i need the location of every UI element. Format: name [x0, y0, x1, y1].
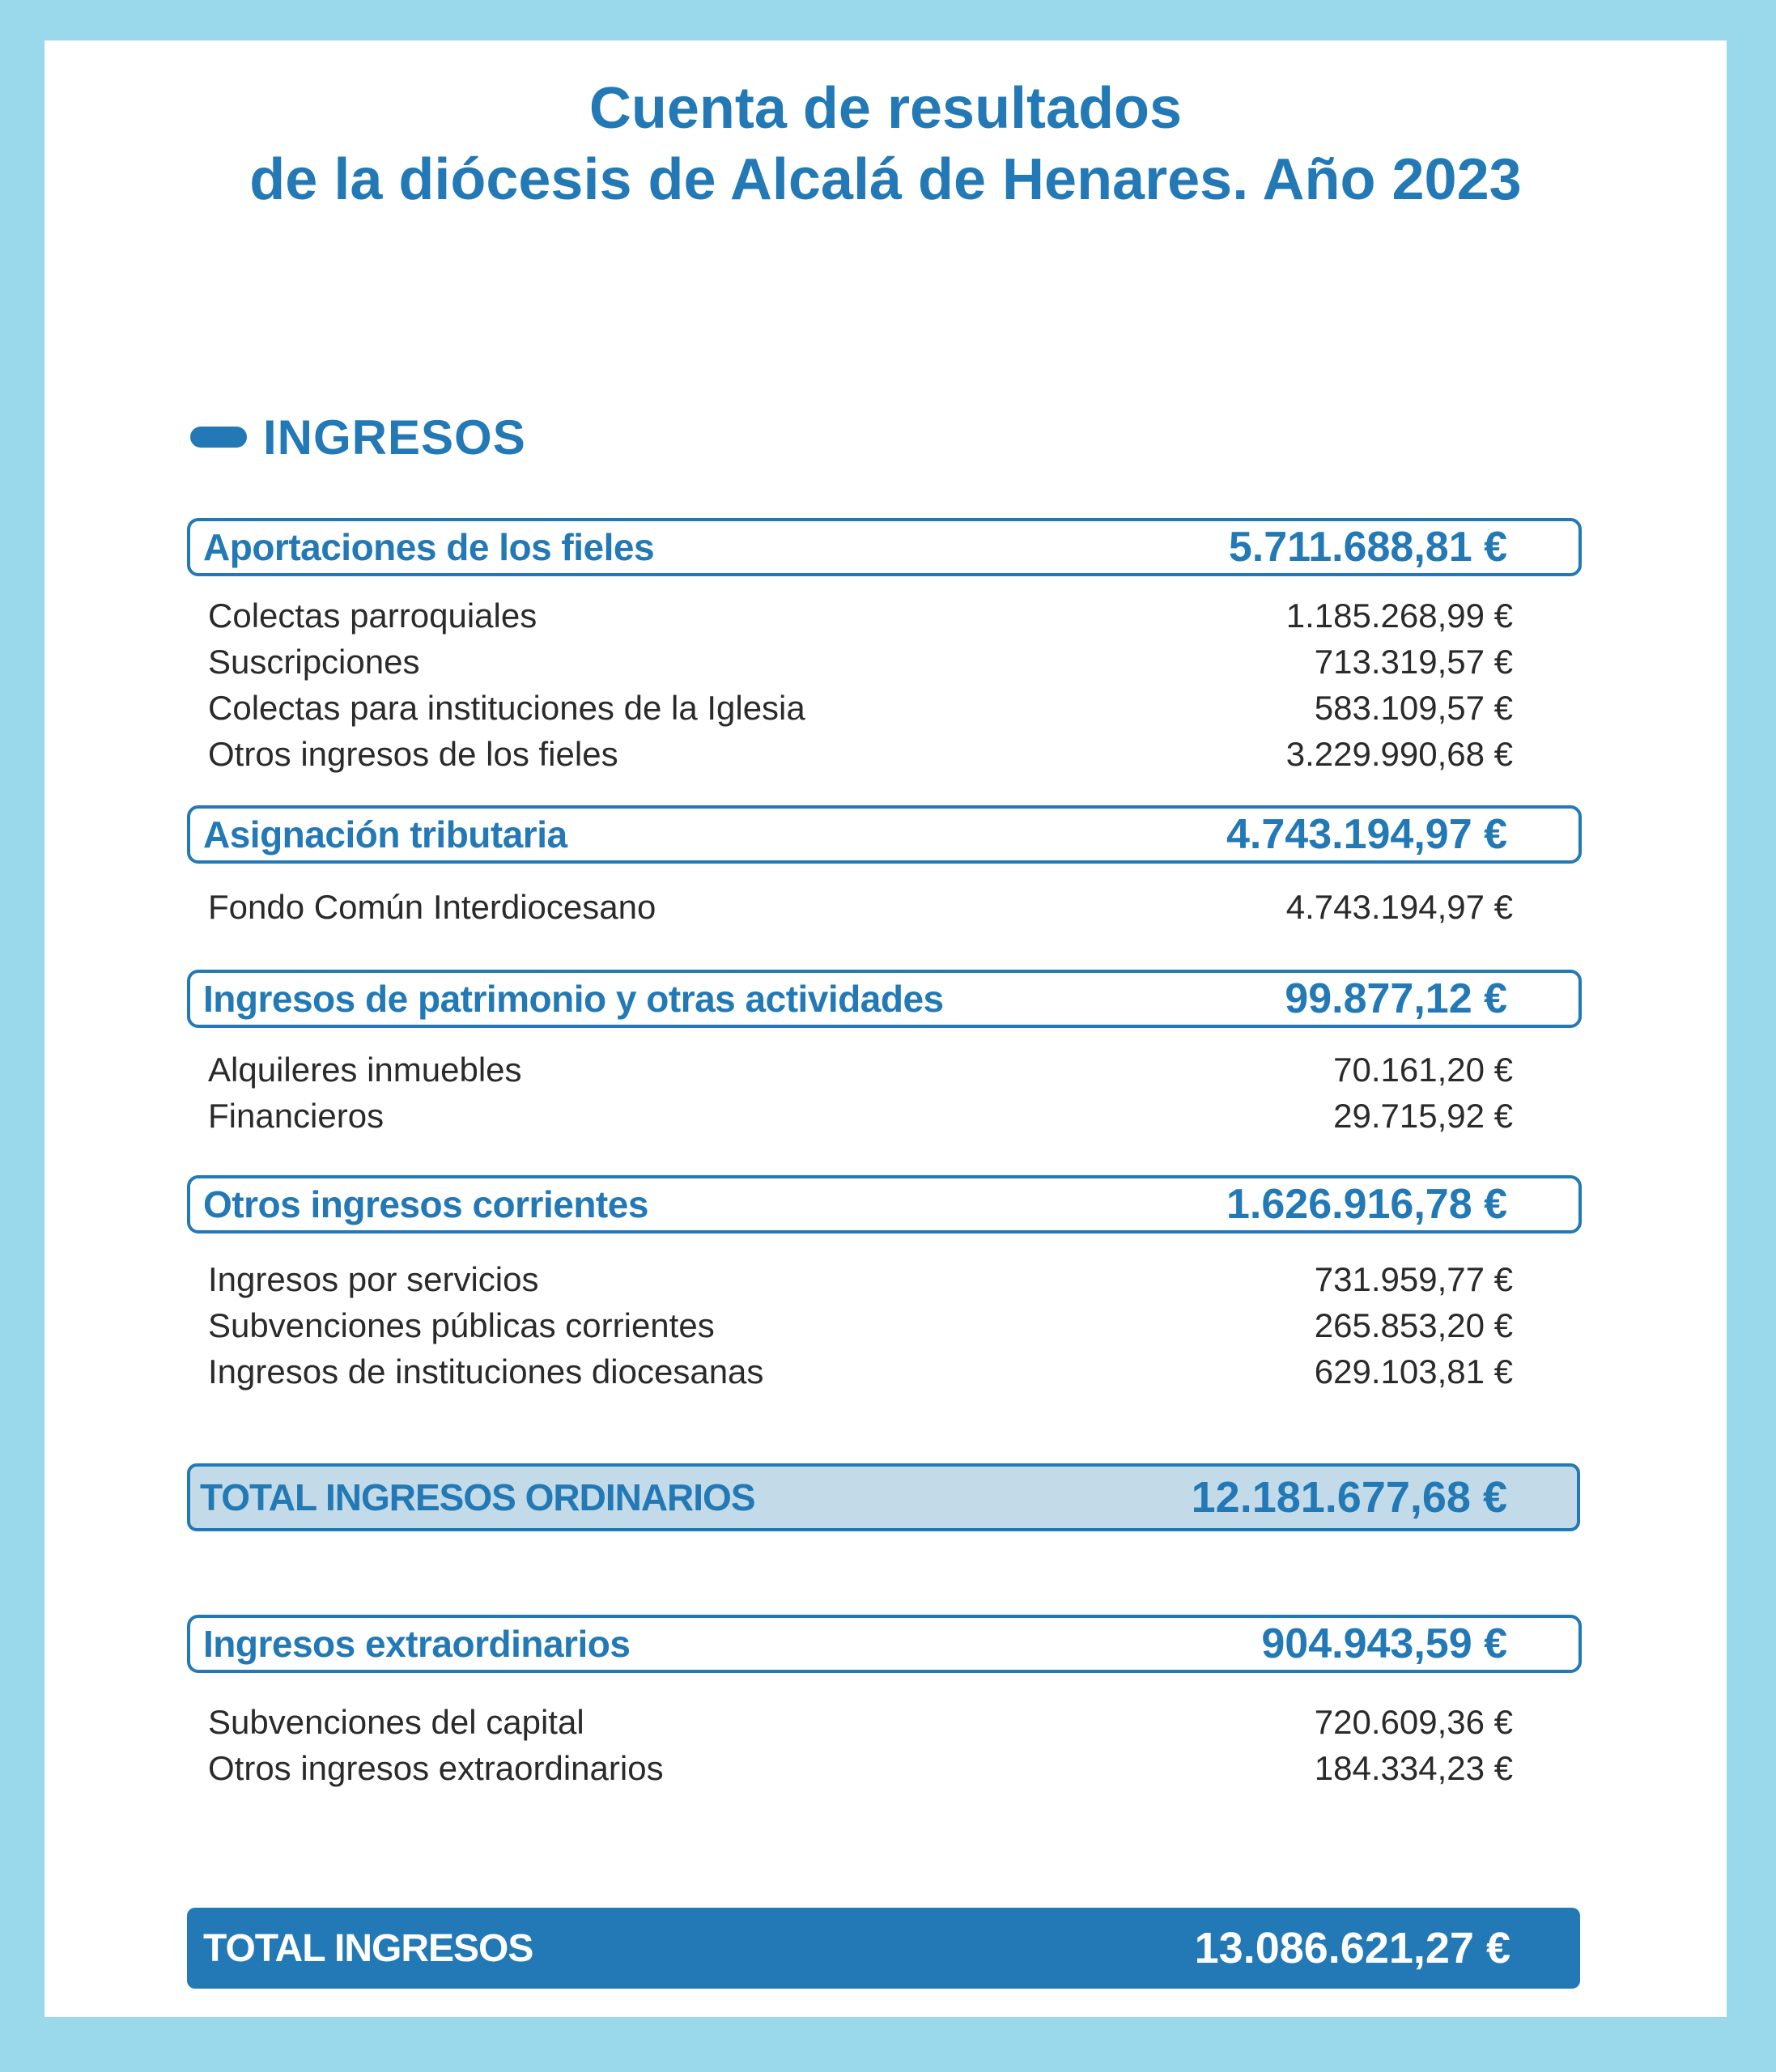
group-amount: 4.743.194,97 €: [1226, 811, 1507, 858]
group-header-extraordinarios: [187, 1615, 1582, 1673]
item-label: Ingresos por servicios: [208, 1260, 539, 1298]
item-label: Financieros: [208, 1097, 385, 1135]
total-ingresos: [187, 1908, 1580, 1989]
group-items-patrimonio: [208, 1047, 1513, 1139]
item-amount: 3.229.990,68 €: [1285, 735, 1513, 773]
group-label: Aportaciones de los fieles: [203, 526, 655, 568]
list-item: [208, 1302, 1513, 1348]
list-item: [208, 731, 1513, 777]
group-items-asignacion: [208, 884, 1513, 930]
list-item: [208, 639, 1513, 685]
item-label: Subvenciones del capital: [208, 1703, 584, 1741]
list-item: [208, 1047, 1513, 1093]
list-item: [208, 685, 1513, 731]
item-label: Subvenciones públicas corrientes: [208, 1306, 715, 1344]
item-amount: 713.319,57 €: [1314, 643, 1513, 681]
total-ordinary-label: TOTAL INGRESOS ORDINARIOS: [200, 1476, 755, 1518]
item-amount: 184.334,23 €: [1314, 1749, 1513, 1787]
section-heading-ingresos: [190, 405, 526, 469]
item-label: Alquileres inmuebles: [208, 1051, 522, 1089]
item-label: Suscripciones: [208, 643, 420, 681]
section-heading-label: INGRESOS: [263, 410, 526, 465]
item-label: Otros ingresos de los fieles: [208, 735, 618, 773]
item-amount: 265.853,20 €: [1314, 1306, 1513, 1344]
item-amount: 731.959,77 €: [1314, 1260, 1513, 1298]
list-item: [208, 1348, 1513, 1395]
group-header-asignacion: [187, 805, 1582, 864]
total-amount: 13.086.621,27 €: [1194, 1924, 1510, 1972]
group-items-extraordinarios: [208, 1699, 1513, 1791]
list-item: [208, 592, 1513, 639]
item-amount: 583.109,57 €: [1314, 689, 1513, 727]
item-amount: 629.103,81 €: [1314, 1352, 1513, 1391]
group-items-otros-corrientes: [208, 1256, 1513, 1395]
group-amount: 99.877,12 €: [1285, 975, 1507, 1022]
group-header-aportaciones: [187, 518, 1582, 576]
item-amount: 1.185.268,99 €: [1285, 597, 1513, 635]
list-item: [208, 884, 1513, 930]
item-amount: 720.609,36 €: [1314, 1703, 1513, 1741]
total-ingresos-ordinarios: [187, 1463, 1580, 1531]
item-label: Ingresos de instituciones diocesanas: [208, 1352, 764, 1391]
group-header-otros-corrientes: [187, 1175, 1582, 1233]
group-header-patrimonio: [187, 970, 1582, 1028]
list-item: [208, 1256, 1513, 1302]
group-amount: 904.943,59 €: [1261, 1620, 1507, 1667]
list-item: [208, 1093, 1513, 1139]
item-label: Colectas para instituciones de la Iglesia: [208, 689, 805, 727]
group-label: Ingresos extraordinarios: [203, 1623, 631, 1665]
group-items-aportaciones: [208, 592, 1513, 777]
page-title: [45, 73, 1727, 215]
total-label: TOTAL INGRESOS: [203, 1926, 533, 1970]
group-label: Asignación tributaria: [203, 813, 567, 856]
item-label: Otros ingresos extraordinarios: [208, 1749, 664, 1787]
item-label: Fondo Común Interdiocesano: [208, 888, 656, 926]
group-label: Otros ingresos corrientes: [203, 1183, 648, 1225]
title-line-1: Cuenta de resultados: [588, 76, 1183, 141]
item-amount: 29.715,92 €: [1333, 1097, 1513, 1135]
item-amount: 4.743.194,97 €: [1285, 888, 1513, 926]
report-page: [45, 40, 1727, 2017]
pill-marker-icon: [190, 427, 247, 448]
group-amount: 5.711.688,81 €: [1228, 524, 1507, 571]
title-line-2: de la diócesis de Alcalá de Henares. Año 2023: [249, 147, 1522, 212]
group-label: Ingresos de patrimonio y otras actividades: [203, 978, 944, 1020]
list-item: [208, 1699, 1513, 1745]
total-ordinary-amount: 12.181.677,68 €: [1191, 1473, 1507, 1522]
item-amount: 70.161,20 €: [1333, 1051, 1513, 1089]
item-label: Colectas parroquiales: [208, 597, 537, 635]
group-amount: 1.626.916,78 €: [1226, 1181, 1507, 1228]
list-item: [208, 1745, 1513, 1791]
